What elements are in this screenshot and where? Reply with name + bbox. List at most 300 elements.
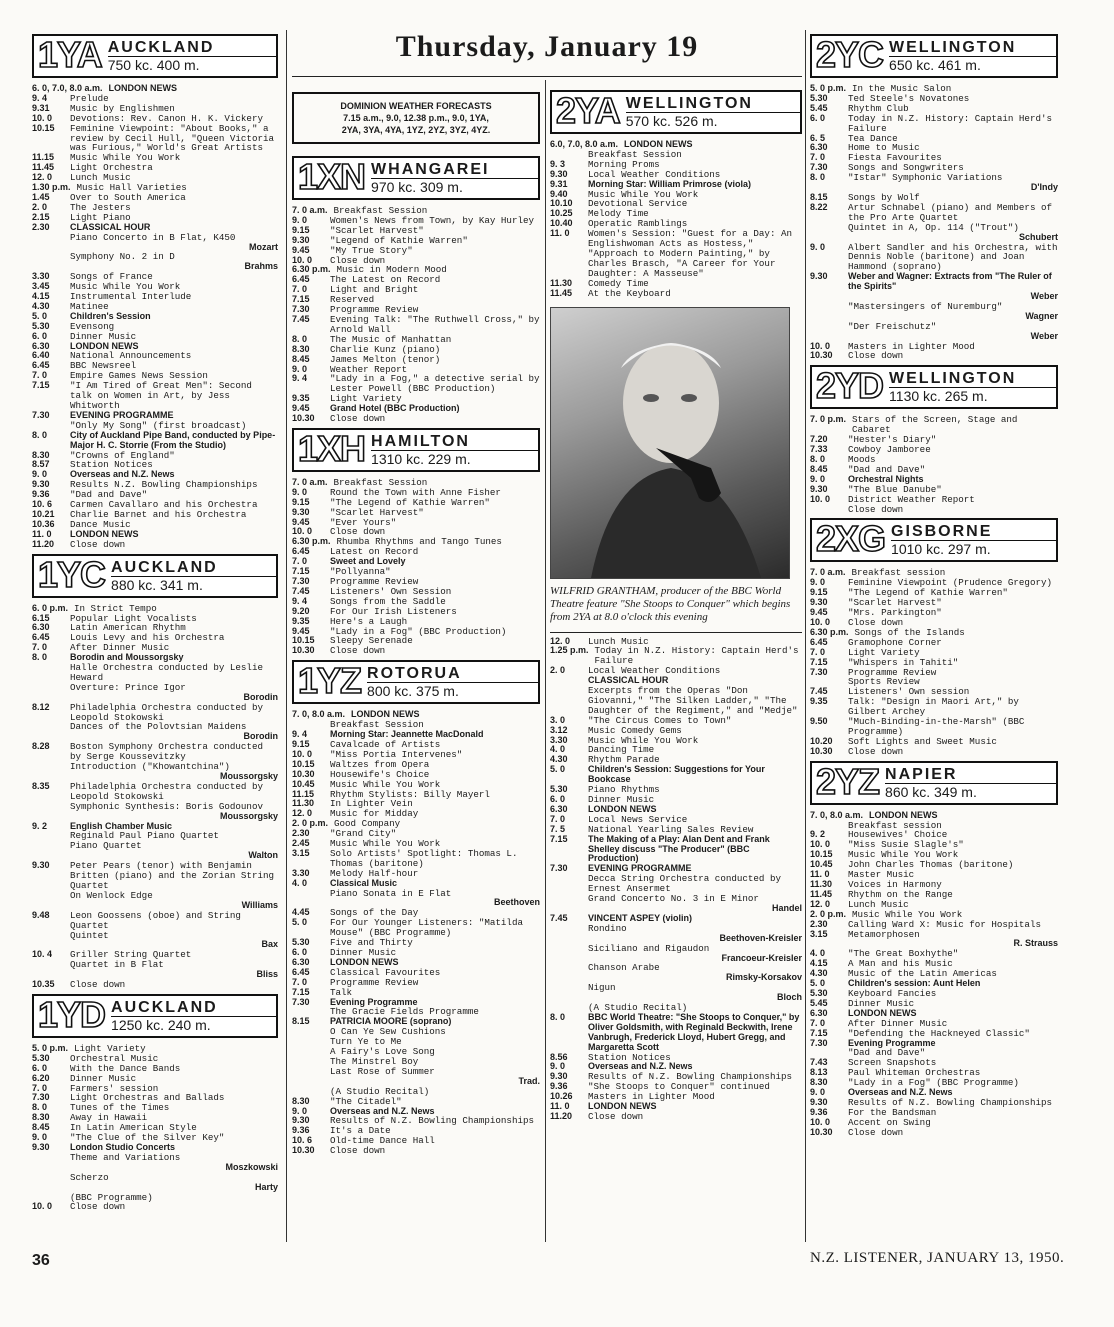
programme-item xyxy=(32,911,278,931)
programme-title: "Pollyanna" xyxy=(330,566,391,578)
station-city: WELLINGTON xyxy=(625,95,753,112)
programme-title: Today in N.Z. History: Captain Herd's Failure xyxy=(848,112,1052,134)
programme-item xyxy=(810,697,1058,717)
programme-item xyxy=(292,374,540,394)
programme-item xyxy=(32,1064,278,1074)
programme-time: 7. 0 xyxy=(32,642,48,653)
composer-credit: Francoeur-Kreisler xyxy=(721,952,802,963)
programme-title: VINCENT ASPEY (violin) xyxy=(588,912,693,923)
programme-title: Sleepy Serenade xyxy=(330,635,413,647)
programme-time: 7.15 xyxy=(810,1027,828,1038)
programme-title: Theme and Variations xyxy=(70,1151,181,1163)
programme-title: Tunes of the Times xyxy=(70,1102,170,1114)
programme-item xyxy=(550,646,802,666)
programme-title: Piano Rhythms xyxy=(588,784,660,796)
station-2yz xyxy=(810,761,1058,1138)
weather-times: 7.15 a.m., 9.0, 12.38 p.m., 9.0, 1YA, xyxy=(343,113,489,123)
programme-time: 10.45 xyxy=(292,778,315,789)
programme-title: Children's session: Aunt Helen xyxy=(848,978,981,989)
programme-time: 10. 0 xyxy=(32,112,53,123)
programme-time: 9. 0 xyxy=(292,363,308,374)
station-frequency: 650 kc. 461 m. xyxy=(889,56,1056,73)
programme-time: 11.15 xyxy=(292,788,315,799)
programme-time: 9.30 xyxy=(292,1115,310,1126)
station-city: AUCKLAND xyxy=(111,998,218,1016)
station-call-sign: 1YC xyxy=(38,553,106,595)
programme-title: Songs by Wolf xyxy=(848,191,920,203)
programme-item xyxy=(32,980,278,990)
programme-time: 10. 6 xyxy=(32,499,53,510)
programme-title: The Minstrel Boy xyxy=(330,1055,419,1067)
programme-title: Rhythm Stylists: Billy Mayerl xyxy=(330,788,490,800)
programme-time: 7. 0 a.m. xyxy=(292,476,328,487)
programme-time xyxy=(292,1027,330,1037)
station-info xyxy=(883,763,1056,803)
programme-time: 10. 0 xyxy=(32,1201,53,1212)
programme-time: 7. 0 a.m. xyxy=(810,567,846,578)
programme-item xyxy=(550,944,802,954)
programme-item xyxy=(292,918,540,938)
programme-time xyxy=(32,252,70,262)
programme-item xyxy=(550,874,802,894)
programme-title: Piano Concerto in B Flat, K450 xyxy=(70,231,236,243)
programme-time: 9.31 xyxy=(32,102,50,113)
programme-time: 9.30 xyxy=(810,271,828,282)
programme-time: 6.30 xyxy=(810,142,828,153)
station-frequency: 970 kc. 309 m. xyxy=(371,178,538,195)
programme-time: 5.30 xyxy=(810,92,828,103)
station-call-sign: 1XH xyxy=(298,427,366,469)
programme-title: Leon Goossens (oboe) and String Quartet xyxy=(70,909,241,931)
programme-title: Evensong xyxy=(70,320,115,332)
column-divider xyxy=(805,30,806,1242)
programme-title: Feminine Viewpoint: "About Books," a review by Cecil Hull, "Queen Victoria was Furious," World's Great Artists xyxy=(70,122,274,154)
programme-title: "Legend of Kathie Warren" xyxy=(330,234,468,246)
programme-title: Charlie Kunz (piano) xyxy=(330,343,441,355)
station-2xg xyxy=(810,518,1058,756)
programme-time: 6.45 xyxy=(32,360,50,371)
programme-time: 7.33 xyxy=(810,444,828,455)
programme-time: 7. 0 xyxy=(810,152,826,163)
programme-item xyxy=(32,480,278,490)
programme-title: Devotional Service xyxy=(588,198,688,210)
programme-list xyxy=(550,140,802,299)
programme-title: Today in N.Z. History: Captain Herd's Failure xyxy=(594,645,799,667)
programme-time: 4.15 xyxy=(810,958,828,969)
programme-time: 9. 0 xyxy=(810,1087,826,1098)
programme-item xyxy=(32,520,278,530)
programme-time: 10.30 xyxy=(292,1145,315,1156)
composer-credit: Bloch xyxy=(776,992,802,1003)
programme-time: 6.30 p.m. xyxy=(292,536,331,547)
programme-time: 2.30 xyxy=(810,918,828,929)
programme-time xyxy=(32,1173,70,1183)
programme-time: 5.30 xyxy=(32,1052,50,1063)
programme-time xyxy=(32,931,70,941)
programme-title: Listeners' Own session xyxy=(848,686,970,698)
programme-title: Breakfast Session xyxy=(333,205,428,216)
programme-title: Metamorphosen xyxy=(848,928,920,940)
programme-time: 1.30 p.m. xyxy=(32,182,71,193)
programme-title: Feminine Viewpoint (Prudence Gregory) xyxy=(848,577,1052,589)
programme-item xyxy=(32,332,278,342)
programme-time: 4. 0 xyxy=(292,877,308,888)
programme-title: Overseas and N.Z. News xyxy=(848,1087,953,1098)
programme-list xyxy=(810,415,1058,514)
programme-title: Cavalcade of Artists xyxy=(330,738,441,750)
programme-title: Voices in Harmony xyxy=(848,879,942,890)
programme-item xyxy=(32,663,278,683)
programme-title: "She Stoops to Conquer" continued xyxy=(588,1081,770,1093)
programme-time: 11.20 xyxy=(550,1111,573,1121)
programme-title: "The Legend of Kathie Warren" xyxy=(848,587,1008,599)
programme-time: 11. 0 xyxy=(550,228,570,239)
programme-time: 5.30 xyxy=(32,320,50,331)
programme-title: "Der Freischutz" xyxy=(848,320,937,332)
programme-time: 8. 0 xyxy=(550,1011,566,1022)
programme-title: Lunch Music xyxy=(848,898,909,910)
programme-time: 9.30 xyxy=(810,597,828,608)
programme-title: Decca String Orchestra conducted by Ernest Ansermet xyxy=(588,873,781,895)
programme-title: "Much-Binding-in-the-Marsh" (BBC Programme) xyxy=(848,716,1025,737)
programme-title: Away in Hawaii xyxy=(70,1112,148,1124)
programme-title: "Dad and Dave" xyxy=(848,1047,926,1059)
programme-item xyxy=(810,114,1058,134)
programme-title: Philadelphia Orchestra conducted by Leopold Stokowski xyxy=(70,780,263,802)
programme-title: Overture: Prince Igor xyxy=(70,681,186,693)
programme-title: EVENING PROGRAMME xyxy=(70,409,174,420)
programme-title: Cowboy Jamboree xyxy=(848,444,931,456)
station-1yz xyxy=(292,660,540,1156)
programme-title: Close down xyxy=(70,1201,126,1213)
programme-time: 5. 0 xyxy=(810,978,826,989)
programme-title: The Jesters xyxy=(70,201,131,213)
programme-time: 6. 5 xyxy=(810,132,826,143)
station-header xyxy=(810,761,1058,805)
programme-time: 9.45 xyxy=(810,607,828,618)
programme-time: 10. 0 xyxy=(810,616,831,627)
programme-time xyxy=(810,322,848,332)
programme-title: Good Company xyxy=(334,818,401,830)
programme-item xyxy=(292,355,540,365)
composer-credit: Wagner xyxy=(1025,310,1058,321)
station-call-sign: 2YZ xyxy=(816,760,880,802)
programme-time: 9. 0 xyxy=(292,486,308,497)
programme-title: "Grand City" xyxy=(330,828,397,840)
programme-time: 10.20 xyxy=(810,735,833,746)
programme-list xyxy=(810,811,1058,1138)
programme-time: 8.12 xyxy=(32,701,50,712)
composer-credit: Rimsky-Korsakov xyxy=(725,972,802,983)
programme-time: 9.35 xyxy=(292,615,310,626)
programme-time: 5. 0 p.m. xyxy=(810,83,847,93)
programme-time xyxy=(550,894,588,904)
programme-time: 11.15 xyxy=(32,152,55,163)
programme-title: CLASSICAL HOUR xyxy=(588,675,669,686)
programme-title: Carmen Cavallaro and his Orchestra xyxy=(70,499,258,511)
programme-item xyxy=(810,203,1058,223)
composer-credit: Williams xyxy=(241,899,278,910)
programme-title: Home to Music xyxy=(848,142,920,154)
masthead-rule xyxy=(292,76,802,77)
programme-item xyxy=(810,747,1058,757)
programme-time: 8.30 xyxy=(32,449,50,460)
programme-time xyxy=(292,1057,330,1067)
programme-time: 7.30 xyxy=(550,863,568,874)
programme-title: National Yearling Sales Review xyxy=(588,823,754,835)
station-2ya-afternoon xyxy=(550,637,802,1122)
programme-title: Close down xyxy=(330,254,386,266)
programme-time: 8.57 xyxy=(32,459,50,470)
station-call-sign: 2XG xyxy=(816,518,886,560)
programme-time: 8.15 xyxy=(810,191,828,202)
programme-title: Last Rose of Summer xyxy=(330,1065,435,1077)
programme-title: "The Great Boxhythe" xyxy=(848,948,959,960)
programme-title: Breakfast Session xyxy=(330,719,424,731)
weather-title: DOMINION WEATHER FORECASTS xyxy=(340,101,492,111)
programme-time: 6.30 xyxy=(550,803,568,814)
programme-item xyxy=(810,505,1058,515)
programme-title: "The Blue Danube" xyxy=(848,483,942,495)
programme-title: Evening Talk: "The Ruthwell Cross," by Arnold Wall xyxy=(330,313,540,335)
programme-title: Symphony No. 2 in D xyxy=(70,251,175,263)
programme-title: Close down xyxy=(588,1111,644,1122)
composer-credit: Mozart xyxy=(249,241,278,252)
programme-time: 8.45 xyxy=(810,463,828,474)
composer-credit: Harty xyxy=(254,1181,278,1192)
programme-time: 8.30 xyxy=(292,343,310,354)
programme-title: At the Keyboard xyxy=(588,287,671,299)
station-info xyxy=(624,92,800,132)
programme-title: Farmers' session xyxy=(70,1082,159,1094)
composer-credit: R. Strauss xyxy=(1013,938,1058,949)
programme-item xyxy=(292,780,540,790)
programme-title: Programme Review xyxy=(330,576,419,587)
station-call-sign: 1XN xyxy=(298,156,366,197)
programme-title: Music Hall Varieties xyxy=(76,182,187,194)
programme-title: Light and Bright xyxy=(330,284,419,296)
programme-time: 9. 4 xyxy=(292,729,308,740)
programme-time: 11.30 xyxy=(810,879,833,889)
programme-time: 6.45 xyxy=(32,632,50,643)
station-header xyxy=(32,554,278,598)
station-info xyxy=(369,158,538,198)
programme-time: 7.45 xyxy=(810,686,828,697)
programme-item xyxy=(32,1193,278,1203)
programme-title: Morning Star: William Primrose (viola) xyxy=(588,178,751,189)
programme-title: BBC Newsreel xyxy=(70,360,137,372)
programme-time: 6. 0 xyxy=(32,1062,48,1073)
programme-time: 7.15 xyxy=(810,656,828,667)
programme-title: Keyboard Fancies xyxy=(848,987,937,999)
photo-caption: WILFRID GRANTHAM, producer of the BBC World Theatre feature "She Stoops to Conquer" which begins from 2YA at 8.0 o'clock this evening xyxy=(550,584,791,623)
programme-title: Close down xyxy=(330,1145,386,1157)
programme-title: National Announcements xyxy=(70,350,192,362)
programme-item xyxy=(550,894,802,904)
programme-time: 10.30 xyxy=(810,1126,833,1137)
programme-title: Breakfast session xyxy=(848,819,942,831)
programme-time: 6.20 xyxy=(32,1072,50,1083)
programme-title: Music for Midday xyxy=(330,808,419,820)
programme-item xyxy=(32,683,278,693)
programme-title: Classical Favourites xyxy=(330,966,441,978)
station-city: AUCKLAND xyxy=(111,558,218,576)
programme-time: 10.45 xyxy=(810,859,833,870)
programme-time: 4.45 xyxy=(292,907,310,918)
programme-title: Tea Dance xyxy=(848,132,898,144)
programme-time: 9.15 xyxy=(810,587,828,598)
station-header xyxy=(810,518,1058,562)
programme-list xyxy=(550,637,802,1122)
programme-time: 6. 0 xyxy=(810,112,826,123)
programme-title: "Defending the Hackneyed Classic" xyxy=(848,1027,1030,1039)
programme-title: Louis Levy and his Orchestra xyxy=(70,632,225,644)
station-call-sign: 2YC xyxy=(816,34,884,75)
programme-time: 5.30 xyxy=(550,784,568,795)
programme-title: "Scarlet Harvest" xyxy=(330,224,424,236)
programme-time: 8. 0 xyxy=(32,652,48,663)
station-header xyxy=(32,994,278,1038)
programme-title: Dinner Music xyxy=(330,947,397,958)
programme-title: Light Orchestra xyxy=(70,162,153,174)
station-city: WHANGAREI xyxy=(371,161,490,178)
programme-title: Boston Symphony Orchestra conducted by Serge Koussevitzky xyxy=(70,741,263,763)
station-call-sign: 1YZ xyxy=(298,660,362,702)
programme-item xyxy=(810,173,1058,183)
composer-credit: Beethoven xyxy=(493,897,540,908)
programme-time: 4.30 xyxy=(32,300,50,311)
programme-title: Ted Steele's Novatones xyxy=(848,92,970,104)
programme-title: Piano Sonata in E Flat xyxy=(330,887,452,899)
publication-footer: N.Z. LISTENER, JANUARY 13, 1950. xyxy=(810,1250,1065,1266)
programme-title: Music While You Work xyxy=(70,152,181,164)
composer-credit: Borodin xyxy=(243,731,278,742)
programme-title: Songs from the Saddle xyxy=(330,595,446,607)
programme-title: Results of N.Z. Bowling Championships xyxy=(848,1096,1052,1108)
programme-time: 6.45 xyxy=(292,546,310,557)
programme-time: 9.20 xyxy=(292,605,310,616)
programme-title: Lunch Music xyxy=(70,172,131,184)
programme-time: 3.12 xyxy=(550,724,568,735)
programme-item xyxy=(32,351,278,361)
programme-title: Programme Review xyxy=(848,666,937,678)
programme-time: 11.45 xyxy=(550,287,573,298)
programme-time: 9. 0 xyxy=(32,1132,48,1143)
programme-time: 8.22 xyxy=(810,201,828,212)
programme-title: LONDON NEWS xyxy=(588,803,657,814)
programme-time: 7.30 xyxy=(32,409,50,420)
programme-time: 8. 0 xyxy=(810,454,826,464)
programme-title: Songs of the Islands xyxy=(854,626,965,638)
programme-title: LONDON NEWS xyxy=(330,956,399,967)
programme-title: Music of the Latin Americas xyxy=(848,968,997,980)
programme-title: Sports Review xyxy=(848,676,920,688)
programme-title: Women's News from Town, by Kay Hurley xyxy=(330,214,534,226)
programme-time: 9.30 xyxy=(32,479,50,490)
station-header xyxy=(292,156,540,200)
programme-title: Dance Music xyxy=(70,518,131,530)
programme-time: 2. 0 p.m. xyxy=(292,818,329,829)
composer-credit: Beethoven-Kreisler xyxy=(719,932,802,943)
programme-time xyxy=(32,841,70,851)
programme-title: Evening Programme xyxy=(330,996,418,1007)
programme-time xyxy=(32,960,70,970)
programme-title: English Chamber Music xyxy=(70,820,173,831)
programme-title: Popular Light Vocalists xyxy=(70,612,197,624)
programme-time: 9. 4 xyxy=(292,373,308,384)
programme-title: Over to South America xyxy=(70,191,186,203)
programme-title: "Dad and Dave" xyxy=(848,463,926,475)
programme-item xyxy=(550,289,802,299)
programme-time: 10. 6 xyxy=(292,1135,313,1146)
programme-title: Orchestral Nights xyxy=(848,473,924,484)
programme-title: Women's Session: "Guest for a Day: An Englishwoman Acts as Hostess," "Approach to Modern Painting," by Charles Brasch, "A Career for Your Daughter: A Masseuse" xyxy=(588,228,792,279)
programme-title: On Wenlock Edge xyxy=(70,889,153,901)
programme-title: Dinner Music xyxy=(70,1072,137,1084)
station-city: WELLINGTON xyxy=(889,39,1017,56)
composer-credit: Bliss xyxy=(256,969,278,980)
station-2yc xyxy=(810,34,1058,361)
programme-title: LONDON NEWS xyxy=(588,1101,657,1112)
programme-title: LONDON NEWS xyxy=(70,528,139,539)
programme-time: 10. 0 xyxy=(810,493,831,504)
programme-list xyxy=(292,478,540,656)
programme-time: 7. 0, 8.0 a.m. xyxy=(810,809,864,820)
composer-credit: Moszkowski xyxy=(225,1161,278,1172)
programme-time: 9. 0 xyxy=(292,214,308,225)
programme-time: 9. 0 xyxy=(810,473,826,484)
programme-title: Melody Half-hour xyxy=(330,867,419,879)
programme-title: City of Auckland Pipe Band, conducted by Pipe-Major H. C. Storrie (From the Studio) xyxy=(70,429,276,450)
programme-title: "Hester's Diary" xyxy=(848,434,937,446)
programme-time: 9.50 xyxy=(810,716,828,727)
programme-title: Local News Service xyxy=(588,813,688,825)
programme-time: 3.30 xyxy=(32,271,50,282)
programme-title: Peter Pears (tenor) with Benjamin Britten (piano) and the Zorian String Quartet xyxy=(70,860,274,891)
programme-time: 7.30 xyxy=(292,576,310,586)
programme-title: Close down xyxy=(848,350,904,362)
programme-title: Accent on Swing xyxy=(848,1116,931,1128)
programme-title: "Whispers in Tahiti" xyxy=(848,656,959,668)
station-1xn xyxy=(292,156,540,424)
programme-time xyxy=(550,983,588,993)
station-city: AUCKLAND xyxy=(107,39,215,56)
programme-time: 10.15 xyxy=(292,635,315,646)
programme-time: 4. 0 xyxy=(810,948,826,959)
programme-item xyxy=(32,193,278,203)
programme-title: Music While You Work xyxy=(70,281,181,293)
station-info xyxy=(109,556,276,596)
programme-time: 8.30 xyxy=(810,1077,828,1088)
programme-time: 9.36 xyxy=(810,1106,828,1117)
programme-time: 5.45 xyxy=(810,997,828,1008)
programme-title: Lunch Music xyxy=(588,635,649,647)
portrait-illustration xyxy=(551,308,789,578)
programme-time: 6.0, 7.0, 8.0 a.m. xyxy=(550,139,619,149)
programme-time: 7. 0 xyxy=(810,1017,826,1028)
programme-time: 12. 0 xyxy=(810,898,831,909)
programme-list xyxy=(810,568,1058,756)
programme-time: 7.15 xyxy=(550,833,568,844)
programme-item xyxy=(550,229,802,279)
programme-title: Morning Star: Jeannette MacDonald xyxy=(330,729,484,740)
programme-item xyxy=(32,510,278,520)
programme-item xyxy=(550,835,802,865)
programme-time: 11.45 xyxy=(32,162,55,173)
programme-time: 9.30 xyxy=(32,860,50,871)
programme-title: Prelude xyxy=(70,92,109,104)
programme-title: Nigun xyxy=(588,982,616,994)
